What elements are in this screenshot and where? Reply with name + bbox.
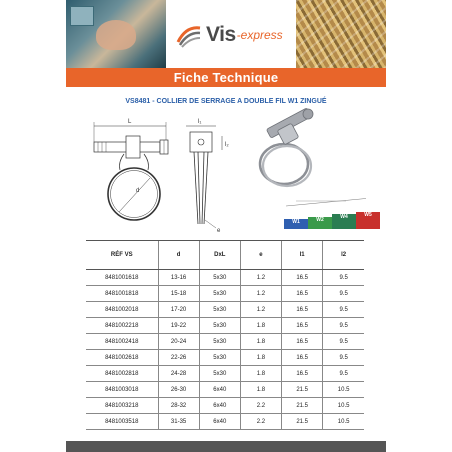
- label-d: d: [136, 188, 140, 194]
- table-cell: 16.5: [282, 318, 323, 334]
- table-cell: 1.8: [240, 382, 281, 398]
- header-l1: l1: [282, 241, 323, 270]
- table-cell: 5x30: [199, 334, 240, 350]
- table-row: [86, 350, 364, 366]
- specs-table-wrapper: [86, 240, 364, 430]
- logo-swoosh-icon: [176, 22, 202, 48]
- table-row: [86, 302, 364, 318]
- table-header-row: [86, 241, 364, 270]
- table-cell: 9.5: [323, 366, 364, 382]
- header-ref: RÉF VS: [86, 241, 158, 270]
- logo-sub-text: express: [240, 28, 283, 42]
- table-cell: 1.8: [240, 318, 281, 334]
- technical-drawing: [86, 112, 246, 234]
- product-photo: [252, 108, 322, 196]
- label-e: e: [217, 228, 221, 234]
- brand-logo: [176, 20, 283, 50]
- table-row: [86, 334, 364, 350]
- table-cell: 13-16: [158, 270, 199, 286]
- logo-dash: -: [236, 28, 241, 42]
- table-row: [86, 414, 364, 430]
- parts-bin-shape: [70, 6, 94, 26]
- table-cell: 1.2: [240, 302, 281, 318]
- table-cell: 1.8: [240, 350, 281, 366]
- table-cell: 15-18: [158, 286, 199, 302]
- table-cell: 8481002818: [86, 366, 158, 382]
- table-cell: 6x40: [199, 414, 240, 430]
- scale-caption-lines: [286, 197, 366, 207]
- label-l1: l₁: [198, 119, 202, 125]
- table-cell: 24-28: [158, 366, 199, 382]
- table-cell: 26-30: [158, 382, 199, 398]
- scale-bars: [284, 211, 380, 229]
- table-cell: 19-22: [158, 318, 199, 334]
- workshop-photo: [66, 0, 166, 68]
- header-e: e: [240, 241, 281, 270]
- specs-table: [86, 240, 364, 430]
- table-row: [86, 382, 364, 398]
- table-cell: 2.2: [240, 414, 281, 430]
- table-cell: 20-24: [158, 334, 199, 350]
- table-cell: 5x30: [199, 286, 240, 302]
- table-cell: 10.5: [323, 398, 364, 414]
- table-cell: 16.5: [282, 270, 323, 286]
- table-cell: 8481002018: [86, 302, 158, 318]
- table-row: [86, 318, 364, 334]
- scale-bar-w2: W2: [308, 217, 332, 230]
- table-cell: 9.5: [323, 350, 364, 366]
- table-cell: 9.5: [323, 286, 364, 302]
- table-cell: 6x40: [199, 382, 240, 398]
- table-cell: 1.8: [240, 334, 281, 350]
- table-cell: 28-32: [158, 398, 199, 414]
- table-cell: 9.5: [323, 318, 364, 334]
- hand-shape: [96, 20, 136, 50]
- table-cell: 21.5: [282, 398, 323, 414]
- table-cell: 16.5: [282, 334, 323, 350]
- label-L: L: [128, 119, 132, 125]
- scale-bar-w4: W4: [332, 214, 356, 229]
- product-title: VS8481 - COLLIER DE SERRAGE A DOUBLE FIL W1 ZINGUÉ: [125, 98, 327, 105]
- label-l2: l₂: [225, 142, 229, 148]
- table-cell: 5x30: [199, 270, 240, 286]
- material-scale: [284, 197, 382, 229]
- table-cell: 16.5: [282, 366, 323, 382]
- table-cell: 9.5: [323, 302, 364, 318]
- table-cell: 17-20: [158, 302, 199, 318]
- table-cell: 1.2: [240, 270, 281, 286]
- table-row: [86, 398, 364, 414]
- table-cell: 1.2: [240, 286, 281, 302]
- footer-bar: [66, 441, 386, 452]
- table-cell: 21.5: [282, 414, 323, 430]
- logo-main-text: Vis: [206, 23, 236, 46]
- table-cell: 8481002618: [86, 350, 158, 366]
- table-cell: 8481002218: [86, 318, 158, 334]
- table-cell: 9.5: [323, 334, 364, 350]
- table-cell: 5x30: [199, 366, 240, 382]
- table-cell: 31-35: [158, 414, 199, 430]
- table-row: [86, 366, 364, 382]
- header-d: d: [158, 241, 199, 270]
- screws-photo: [296, 0, 386, 68]
- table-cell: 5x30: [199, 302, 240, 318]
- table-cell: 8481002418: [86, 334, 158, 350]
- table-cell: 8481003218: [86, 398, 158, 414]
- table-cell: 1.8: [240, 366, 281, 382]
- fiche-title: Fiche Technique: [173, 70, 279, 85]
- fiche-title-bar: [66, 68, 386, 87]
- table-cell: 9.5: [323, 270, 364, 286]
- table-body: [86, 270, 364, 430]
- table-row: [86, 286, 364, 302]
- scale-bar-w5: W5: [356, 212, 380, 230]
- table-cell: 8481001818: [86, 286, 158, 302]
- table-cell: 5x30: [199, 318, 240, 334]
- header-l2: l2: [323, 241, 364, 270]
- table-cell: 10.5: [323, 414, 364, 430]
- table-cell: 16.5: [282, 350, 323, 366]
- table-cell: 2.2: [240, 398, 281, 414]
- header-dxl: DxL: [199, 241, 240, 270]
- table-cell: 8481003518: [86, 414, 158, 430]
- table-cell: 21.5: [282, 382, 323, 398]
- table-cell: 5x30: [199, 350, 240, 366]
- table-cell: 16.5: [282, 286, 323, 302]
- scale-bar-w1: W1: [284, 219, 308, 229]
- table-cell: 22-26: [158, 350, 199, 366]
- table-row: [86, 270, 364, 286]
- table-cell: 10.5: [323, 382, 364, 398]
- table-cell: 16.5: [282, 302, 323, 318]
- table-cell: 8481003018: [86, 382, 158, 398]
- table-cell: 8481001618: [86, 270, 158, 286]
- table-cell: 6x40: [199, 398, 240, 414]
